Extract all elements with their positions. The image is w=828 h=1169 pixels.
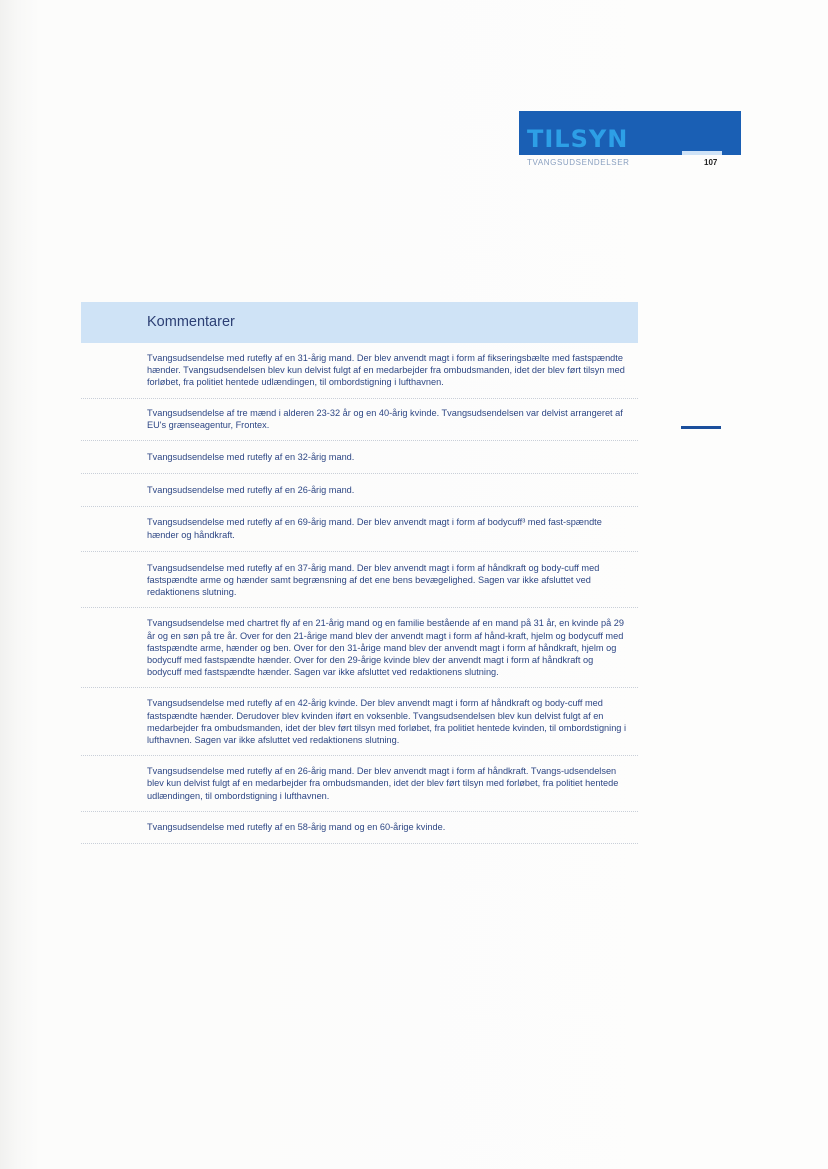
section-subtitle: TVANGSUDSENDELSER xyxy=(527,158,630,167)
table-row xyxy=(81,507,638,551)
comments-table xyxy=(81,302,638,844)
table-row xyxy=(81,399,638,441)
row-text: Tvangsudsendelse med rutefly af en 26-årig mand. Der blev anvendt magt i form af håndkraft. Tvangs-udsendelsen blev kun delvist fulgt af en medarbejder fra ombudsmanden, idet der blev ført tilsyn med forløbet, fra politiet hentede udlændingen, til ombordstigning i lufthavnen. xyxy=(147,766,619,801)
comments-title: Kommentarer xyxy=(147,314,235,330)
row-text: Tvangsudsendelse med rutefly af en 37-årig mand. Der blev anvendt magt i form af håndkraft og body-cuff med fastspændte arme og hænder samt begrænsning af det ene bens bevægelighed. Sagen var ikke afsluttet ved redaktionens slutning. xyxy=(147,562,600,598)
row-text: Tvangsudsendelse med rutefly af en 58-årig mand og en 60-årige kvinde. xyxy=(147,821,446,832)
table-row xyxy=(81,688,638,756)
table-row xyxy=(81,756,638,812)
table-row xyxy=(81,552,638,609)
table-row xyxy=(81,441,638,474)
header-accent-bar xyxy=(682,151,722,155)
table-row xyxy=(81,474,638,507)
row-text: Tvangsudsendelse med chartret fly af en 21-årig mand og en familie bestående af en mand på 31 år, en kvinde på 29 år og en søn på tre år. Over for den 21-årige mand blev der anvendt magt i form af hånd-kraft, hjelm og bodycuff med fastspændte arme, hænder og ben. Over for den 31-årige mand blev der anvendt magt i form af håndkraft, hjelm og bodycuff med fastspændte hænder. Over for den 29-årige kvinde blev der anvendt magt i form af håndkraft og bodycuff med fastspændte hænder. Sagen var ikke afsluttet ved redaktionens slutning. xyxy=(147,618,625,678)
row-text: Tvangsudsendelse med rutefly af en 26-årig mand. xyxy=(147,485,355,496)
margin-marker xyxy=(681,426,721,429)
row-text: Tvangsudsendelse af tre mænd i alderen 23-32 år og en 40-årig kvinde. Tvangsudsendelsen var delvist arrangeret af EU's grænseagentur, Frontex. xyxy=(147,407,623,430)
section-header-block xyxy=(519,111,741,155)
row-text: Tvangsudsendelse med rutefly af en 69-årig mand. Der blev anvendt magt i form af bodycuff³ med fast-spændte hænder og håndkraft. xyxy=(147,517,602,540)
page-number: 107 xyxy=(704,158,718,167)
section-title: TILSYN xyxy=(527,125,629,153)
row-text: Tvangsudsendelse med rutefly af en 42-årig kvinde. Der blev anvendt magt i form af håndkraft og body-cuff med fastspændte hænder. Derudover blev kvinden iført en voksenble. Tvangsudsendelsen blev kun delvist fulgt af en medarbejder fra ombudsmanden, idet der blev ført tilsyn med forløbet, fra politiet hentede kvinden, til ombordstigning i lufthavnen. Sagen var ikke afsluttet ved redaktionens slutning. xyxy=(147,698,627,746)
table-row xyxy=(81,343,638,399)
row-text: Tvangsudsendelse med rutefly af en 31-årig mand. Der blev anvendt magt i form af fikseringsbælte med fastspændte hænder. Tvangsudsendelsen blev kun delvist fulgt af en medarbejder fra ombudsmanden, idet der blev ført tilsyn med forløbet, fra politiet hentede udlændingen, til ombordstigning i lufthavnen. xyxy=(147,353,625,388)
table-row xyxy=(81,608,638,688)
comments-header xyxy=(81,302,638,343)
table-row xyxy=(81,812,638,844)
row-text: Tvangsudsendelse med rutefly af en 32-årig mand. xyxy=(147,452,355,463)
